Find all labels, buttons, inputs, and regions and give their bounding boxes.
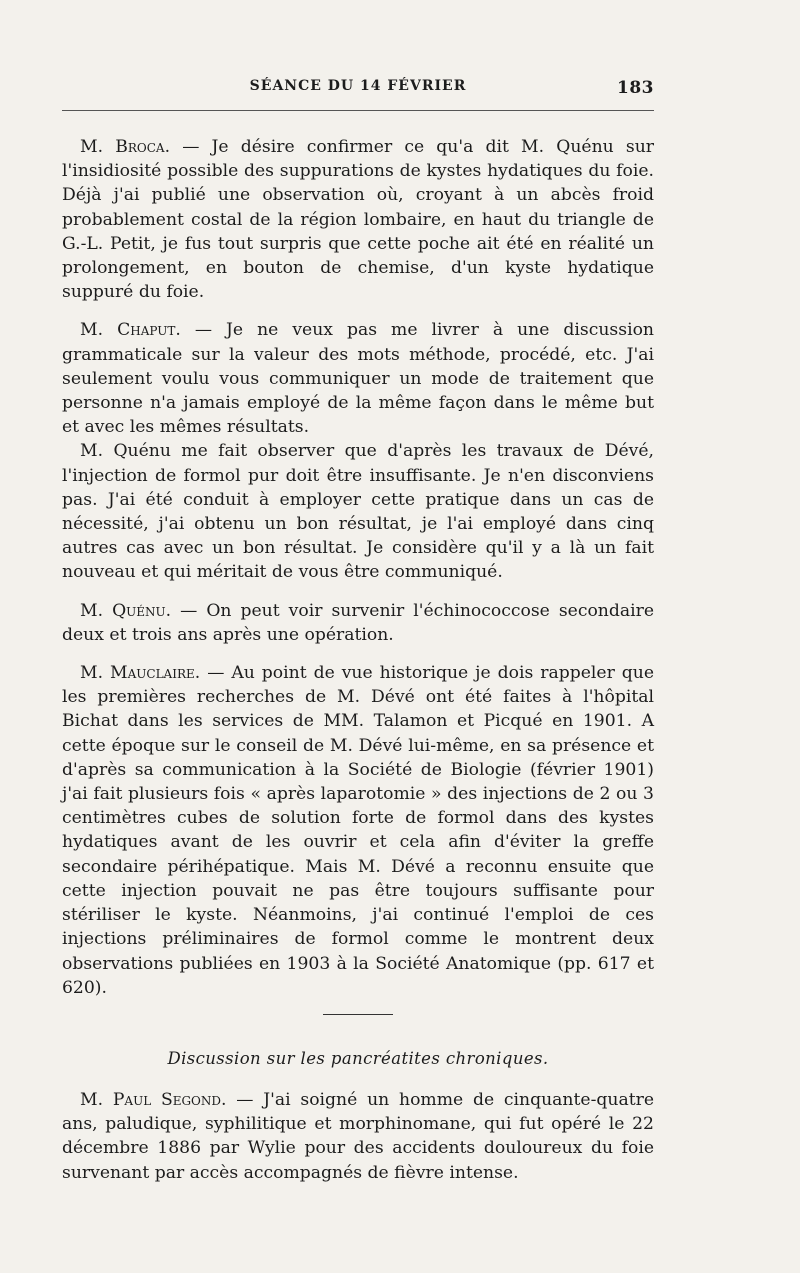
paragraph-text: . — Au point de vue historique je dois rappeler que les premières recherches de M. Dévé ont été faites à l'hôpital Bichat dans les services de MM. Talamon et Picqué en 1901. A cette époque sur le conseil de M. Dévé lui-même, en sa présence et d'après sa communication à la Société de Biologie (février 1901) j'ai fait plusieurs fois « après laparotomie » des injections de 2 ou 3 centimètres cubes de solution forte de formol dans des kystes hydatiques avant de les ouvrir et cela afin d'éviter la greffe secondaire périhépatique. Mais M. Dévé a reconnu ensuite que cette injection pouvait ne pas être toujours suffisante pour stériliser le kyste. Néanmoins, j'ai continué l'emploi de ces injections préliminaires de formol comme le montrent deux observations publiées en 1903 à la Société Anatomique (pp. 617 et 620). bbox=[62, 663, 654, 998]
paragraph-segond bbox=[62, 1088, 654, 1185]
speaker-name: Chaput bbox=[117, 320, 176, 341]
speaker-name: Mauclaire bbox=[110, 663, 195, 684]
speaker-prefix: M. bbox=[80, 1089, 113, 1110]
paragraph-text: . — Je ne veux pas me livrer à une discussion grammaticale sur la valeur des mots méthode, procédé, etc. J'ai seulement voulu vous communiquer un mode de traitement que personne n'a jamais employé de la même façon dans le même but et avec les mêmes résultats. bbox=[62, 320, 654, 438]
paragraph-quenu bbox=[62, 599, 654, 647]
speaker-prefix: M. bbox=[80, 600, 113, 621]
speaker-prefix: M. bbox=[80, 663, 111, 684]
speaker-prefix: M. bbox=[80, 320, 118, 341]
speaker-name: Quénu bbox=[112, 600, 166, 621]
speaker-name: Broca bbox=[115, 137, 165, 157]
paragraph-chaput-continued bbox=[62, 439, 654, 584]
page-number: 183 bbox=[617, 78, 654, 98]
speaker-name: Paul Segond bbox=[112, 1089, 222, 1110]
page bbox=[62, 78, 654, 1185]
section-title: Discussion sur les pancréatites chroniques. bbox=[167, 1048, 549, 1068]
paragraph-broca bbox=[62, 135, 654, 304]
paragraph-text: M. Quénu me fait observer que d'après les travaux de Dévé, l'injection de formol pur doit être insuffisante. Je n'en disconviens pas. J'ai été conduit à employer cette pratique dans un cas de nécessité, j'ai obtenu un bon résultat, je l'ai employé dans cinq autres cas avec un bon résultat. Je considère qu'il y a là un fait nouveau et qui méritait de vous être communiqué. bbox=[62, 441, 654, 583]
header-title: SÉANCE DU 14 FÉVRIER bbox=[249, 78, 467, 94]
speaker-prefix: M. bbox=[80, 137, 116, 157]
section-separator bbox=[323, 1014, 393, 1015]
paragraph-text: . — J'ai soigné un homme de cinquante-quatre ans, paludique, syphilitique et morphinomane, qui fut opéré le 22 décembre 1886 par Wylie pour des accidents douloureux du foie survenant par accès accompagnés de fièvre intense. bbox=[62, 1089, 654, 1183]
paragraph-text: . — Je désire confirmer ce qu'a dit M. Quénu sur l'insidiosité possible des suppurations de kystes hydatiques du foie. Déjà j'ai publié une observation où, croyant à un abcès froid probablement costal de la région lombaire, en haut du triangle de G.-L. Petit, je fus tout surpris que cette poche ait été en réalité un prolongement, en bouton de chemise, d'un kyste hydatique suppuré du foie. bbox=[62, 137, 654, 303]
paragraph-text: . — On peut voir survenir l'échinococcose secondaire deux et trois ans après une opération. bbox=[62, 600, 654, 645]
paragraph-mauclaire bbox=[62, 661, 654, 1000]
paragraph-chaput bbox=[62, 318, 654, 439]
running-header bbox=[62, 78, 654, 102]
